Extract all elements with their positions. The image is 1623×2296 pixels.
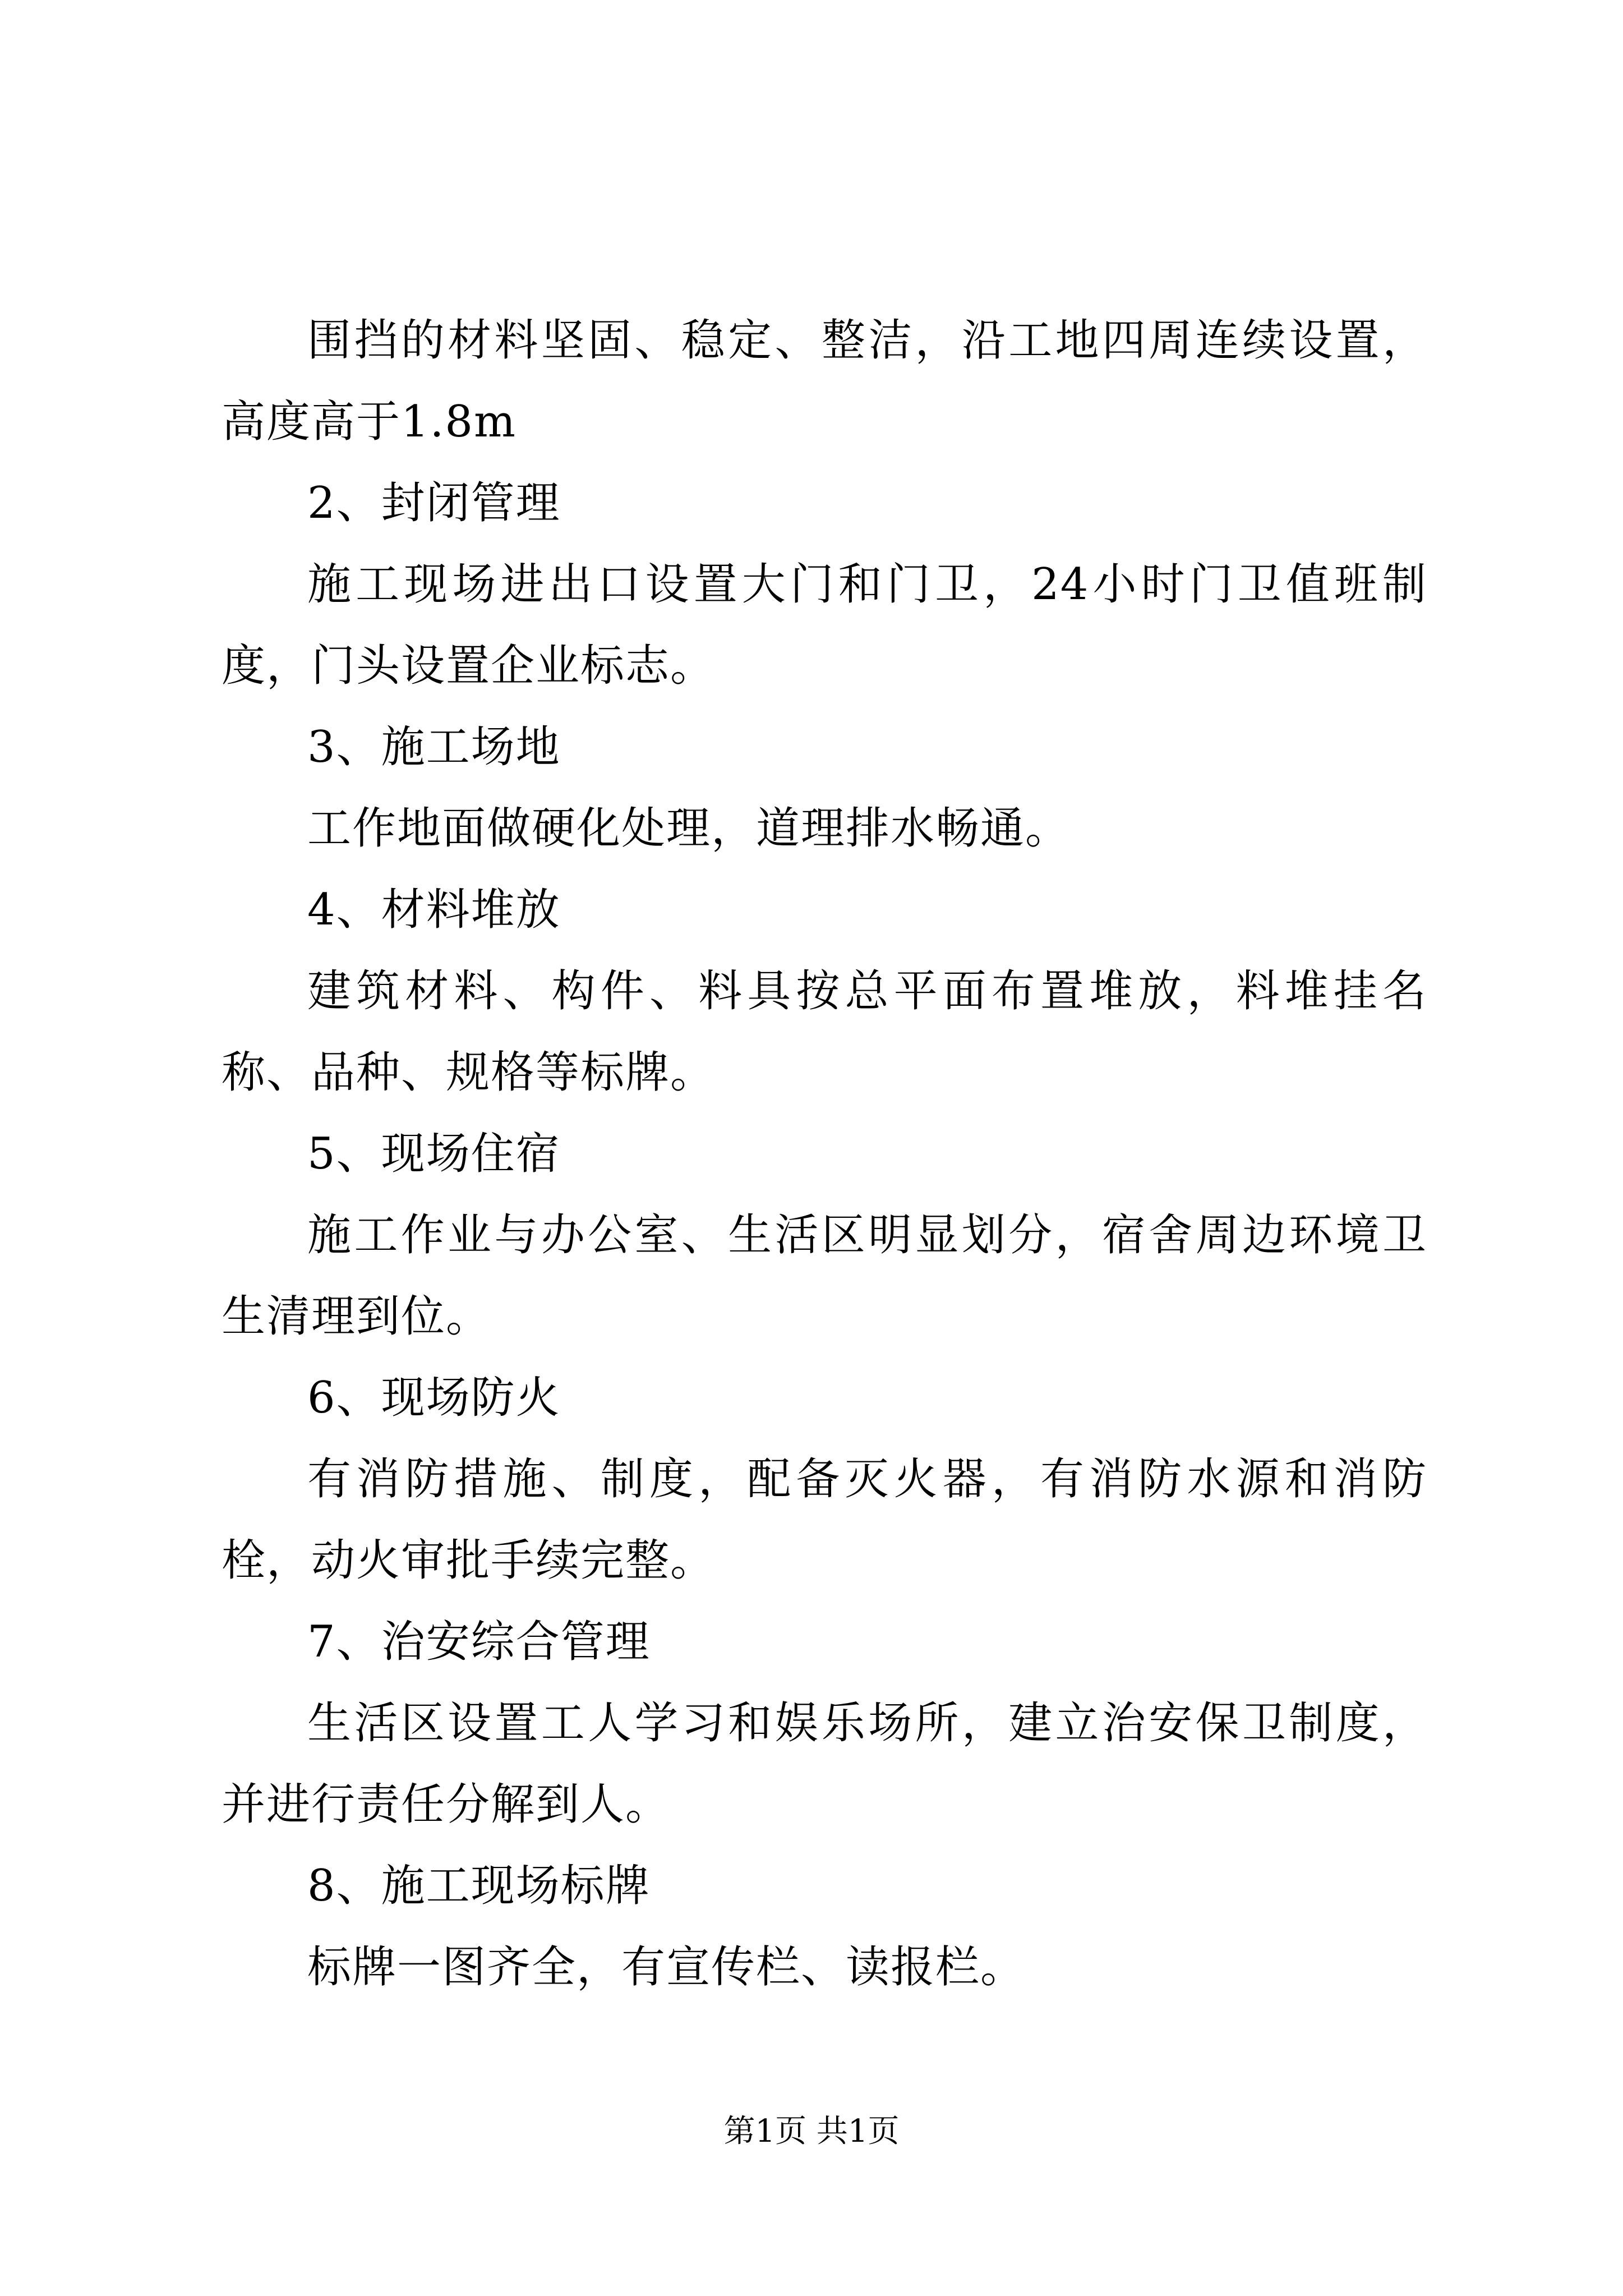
heading-fire-prevention: 6、现场防火 bbox=[307, 1373, 561, 1423]
document-body bbox=[222, 300, 1427, 2008]
paragraph-site-accommodation: 施工作业与办公室、生活区明显划分，宿舍周边环境卫生清理到位。 bbox=[222, 1210, 1427, 1342]
heading-closed-management: 2、封闭管理 bbox=[307, 478, 561, 528]
page-footer: 第1页 共1页 bbox=[723, 2113, 900, 2150]
heading-material-stacking: 4、材料堆放 bbox=[307, 885, 561, 935]
heading-construction-site: 3、施工场地 bbox=[307, 722, 561, 772]
paragraph-closed-management: 施工现场进出口设置大门和门卫，24小时门卫值班制度，门头设置企业标志。 bbox=[222, 559, 1427, 691]
paragraph-hoarding: 围挡的材料坚固、稳定、整洁，沿工地四周连续设置，高度高于1.8m bbox=[222, 315, 1427, 447]
paragraph-material-stacking: 建筑材料、构件、料具按总平面布置堆放，料堆挂名称、品种、规格等标牌。 bbox=[222, 966, 1427, 1098]
heading-site-accommodation: 5、现场住宿 bbox=[307, 1129, 561, 1179]
heading-site-signage: 8、施工现场标牌 bbox=[307, 1861, 651, 1911]
paragraph-security-management: 生活区设置工人学习和娱乐场所，建立治安保卫制度，并进行责任分解到人。 bbox=[222, 1698, 1427, 1830]
paragraph-site-signage: 标牌一图齐全，有宣传栏、读报栏。 bbox=[307, 1942, 1026, 1993]
heading-security-management: 7、治安综合管理 bbox=[307, 1617, 651, 1667]
paragraph-construction-site: 工作地面做硬化处理，道理排水畅通。 bbox=[307, 803, 1071, 854]
paragraph-fire-prevention: 有消防措施、制度，配备灭火器，有消防水源和消防栓，动火审批手续完整。 bbox=[222, 1454, 1427, 1586]
